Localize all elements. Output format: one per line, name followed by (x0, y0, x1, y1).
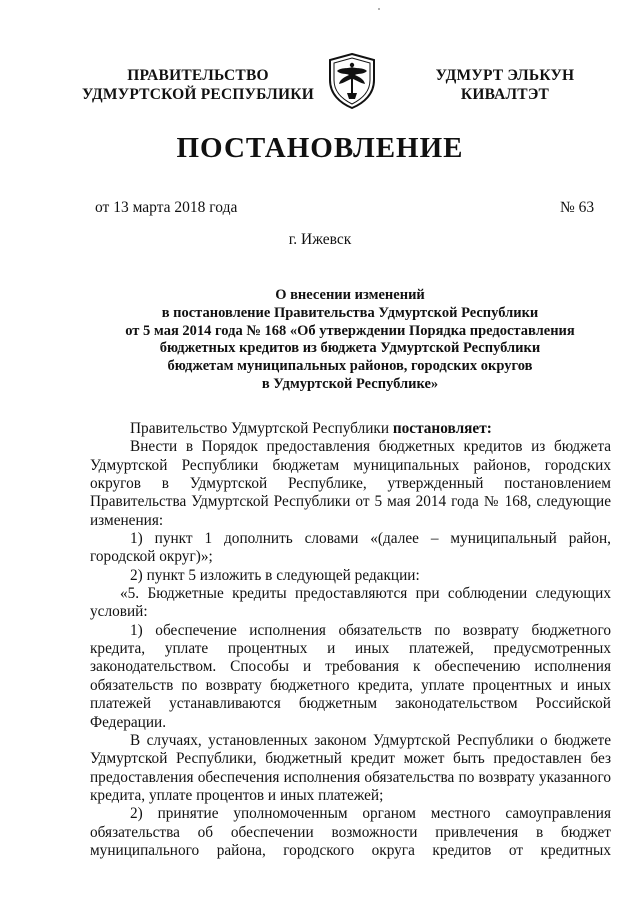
header-right-line: УДМУРТ ЭЛЬКУН (435, 67, 575, 84)
body-paragraph (90, 420, 611, 438)
body-paragraph: 2) принятие уполномоченным органом местного самоуправления обязательства об обеспечении возможности привлечения в бюджет муниципального района, городского округа кредитов от кредитных (90, 805, 611, 859)
title-line: в Удмуртской Республике» (261, 375, 439, 392)
keyword-decrees: постановляет (392, 420, 487, 437)
body-paragraph: «5. Бюджетные кредиты предоставляются при соблюдении следующих условий: (90, 585, 611, 621)
header-left-line: УДМУРТСКОЙ РЕСПУБЛИКИ (82, 86, 314, 103)
scan-speck (378, 8, 380, 10)
body-paragraph: В случаях, установленных законом Удмуртской Республики о бюджете Удмуртской Республики, бюджетный кредит может быть предоставлен без предоставления обеспечения исполнения обязательства по возврату указанного кредита, уплате процентов и иных платежей; (90, 731, 611, 804)
body-paragraph: 1) обеспечение исполнения обязательств по возврату бюджетного кредита, уплате процентных и иных платежей, предусмотренных законодательством. Способы и требования к обеспечению исполнения обязательств по возврату бюджетного кредита, уплате процентных и иных платежей устанавливаются бюджетным законодательством Российской Федерации. (90, 621, 611, 731)
header-left-line: ПРАВИТЕЛЬСТВО (127, 67, 269, 84)
document-type-heading: ПОСТАНОВЛЕНИЕ (176, 132, 464, 164)
body-paragraph: Внести в Порядок предоставления бюджетных кредитов из бюджета Удмуртской Республики бюджетам муниципальных районов, городских округов в Удмуртской Республике, утвержденный постановлением Правительства Удмуртской Республики от 5 мая 2014 года № 168, следующие изменения: (90, 438, 611, 529)
document-date: от 13 марта 2018 года (95, 199, 238, 216)
government-name-udmurt (415, 66, 595, 104)
title-line: бюджетных кредитов из бюджета Удмуртской Республики (159, 340, 541, 357)
title-line: бюджетам муниципальных районов, городских округов (167, 358, 533, 375)
title-line: от 5 мая 2014 года № 168 «Об утверждении Порядка предоставления (125, 322, 575, 339)
body-paragraph: 2) пункт 5 изложить в следующей редакции: (130, 566, 420, 584)
title-line: в постановление Правительства Удмуртской Республики (161, 304, 539, 321)
paragraph-text: Правительство Удмуртской Республики (130, 420, 393, 437)
header-right-line: КИВАЛТЭТ (460, 86, 550, 103)
coat-of-arms-icon (327, 53, 377, 109)
document-city: г. Ижевск (288, 231, 352, 248)
body-paragraph: 1) пункт 1 дополнить словами «(далее – муниципальный район, городской округ)»; (90, 530, 611, 566)
document-number: № 63 (560, 199, 595, 216)
paragraph-punct: : (486, 420, 492, 437)
title-line: О внесении изменений (275, 287, 425, 303)
document-body (90, 420, 611, 860)
government-name-russian (80, 66, 316, 104)
document-title (90, 287, 610, 394)
